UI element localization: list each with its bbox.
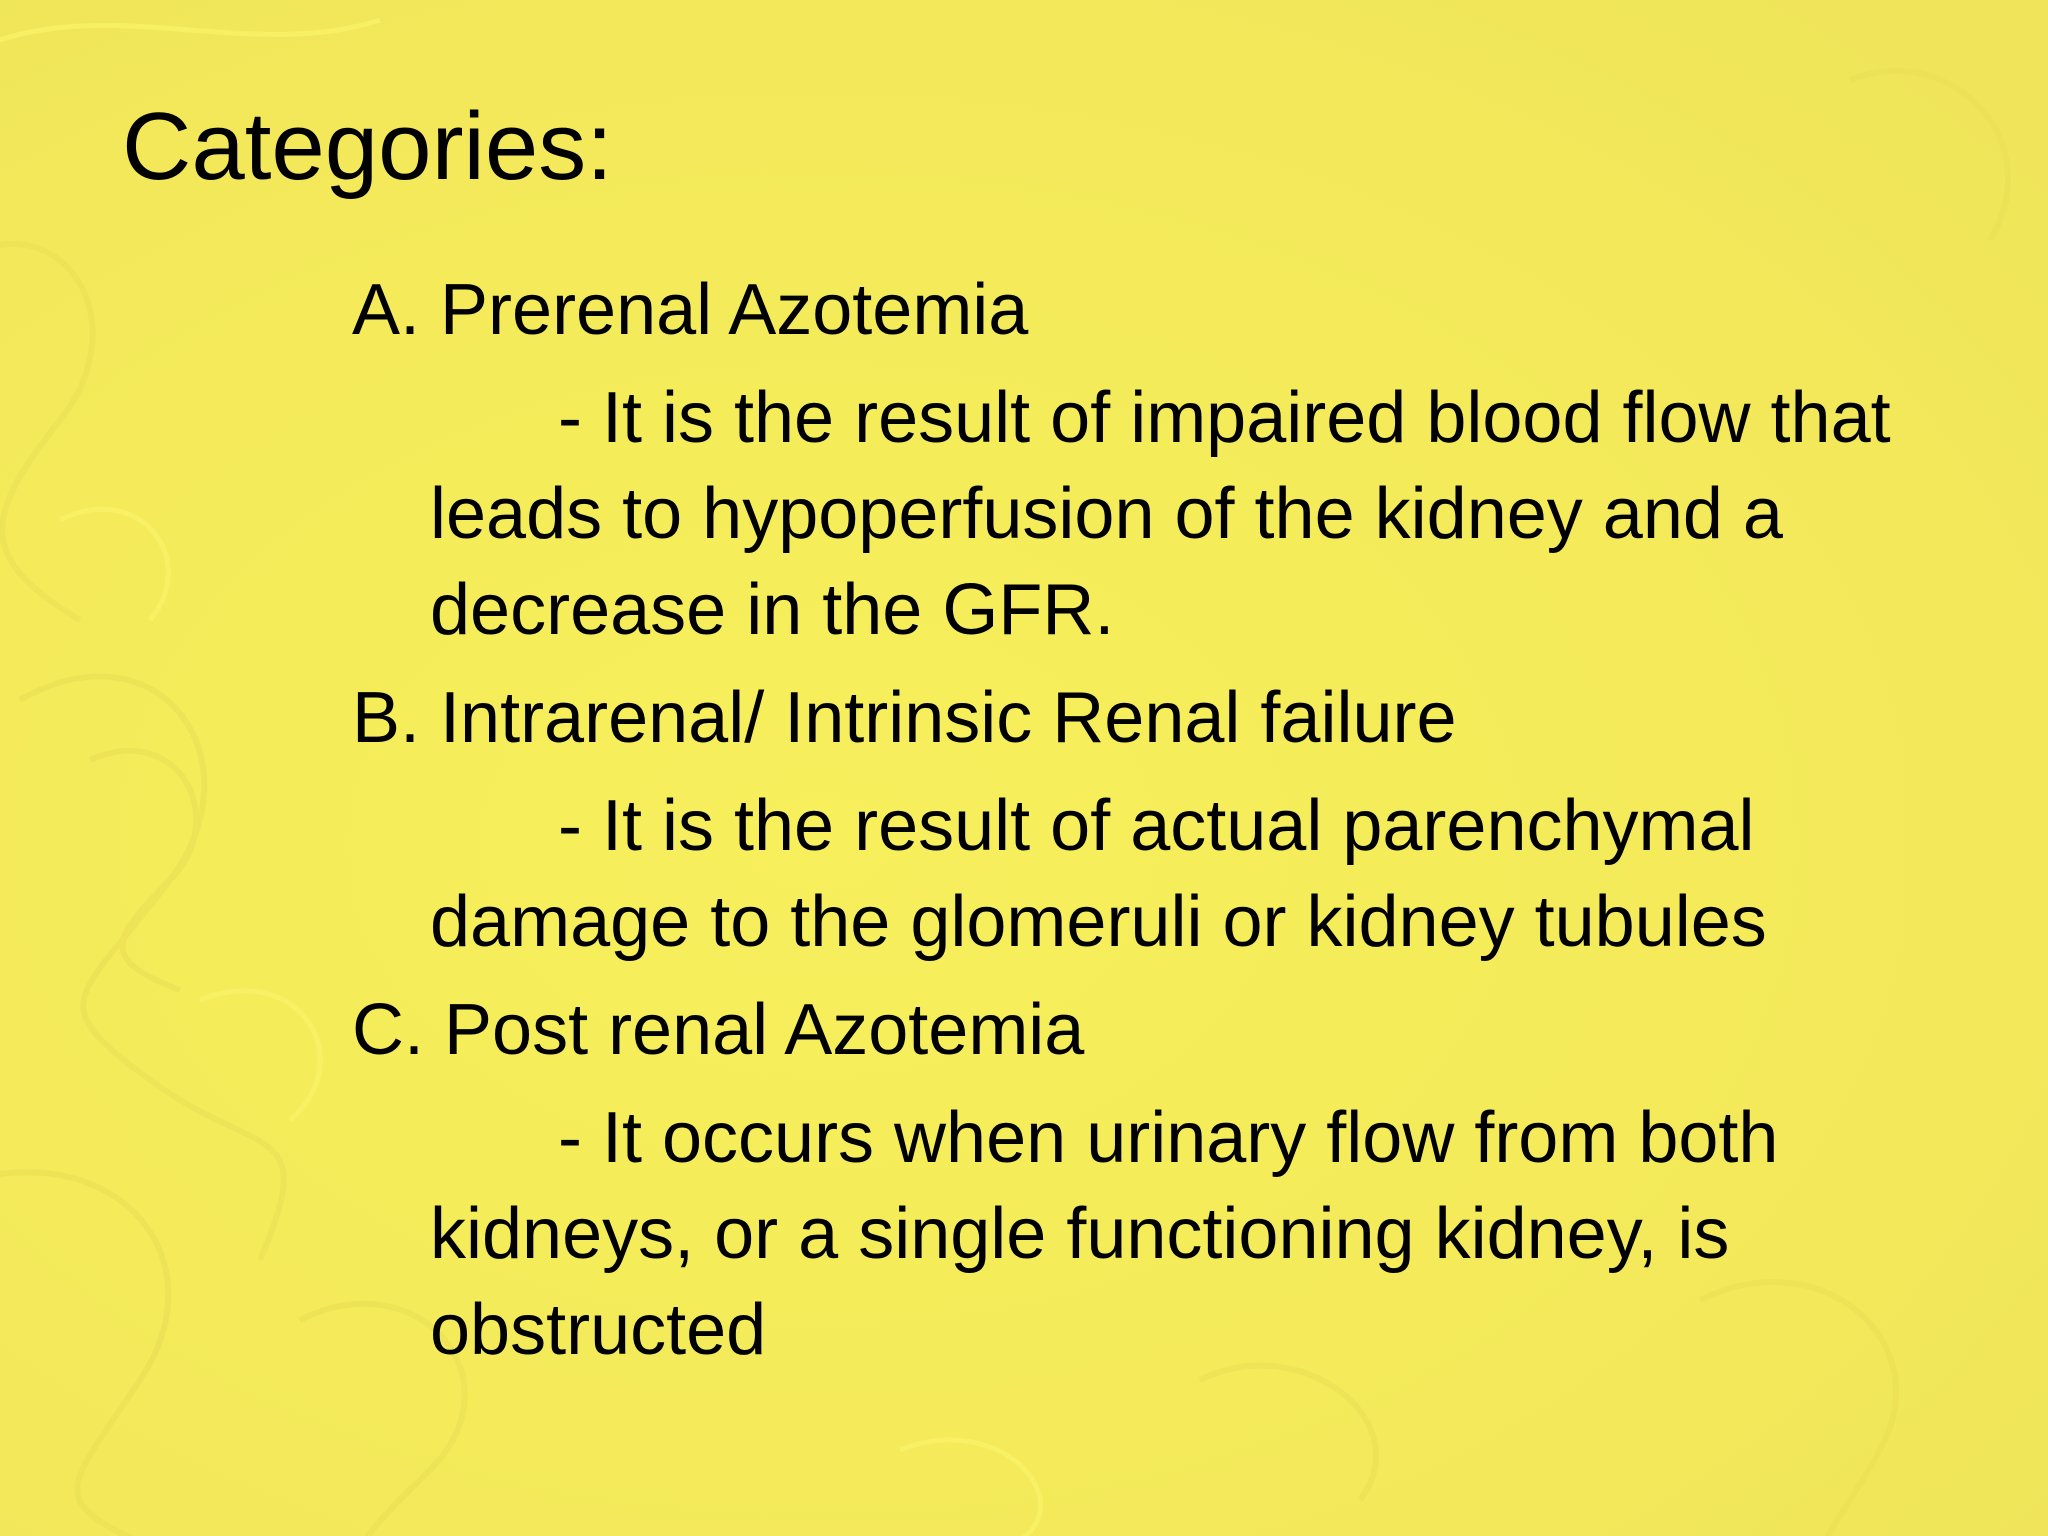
category-description: - It is the result of actual parenchymal damage to the glomeruli or kidney tubules [430,786,1767,962]
category-description: - It occurs when urinary flow from both kidneys, or a single functioning kidney, is obstructed [430,1098,1779,1370]
category-item [352,982,1992,1378]
category-item [352,670,1992,970]
category-heading: B. Intrarenal/ Intrinsic Renal failure [352,678,1457,758]
category-heading: A. Prerenal Azotemia [352,270,1029,350]
category-item [352,262,1992,658]
category-list [352,262,1992,1390]
category-description: - It is the result of impaired blood flow that leads to hypoperfusion of the kidney and a decrease in the GFR. [430,378,1891,650]
slide-title: Categories: [122,93,613,200]
category-heading: C. Post renal Azotemia [352,990,1085,1070]
